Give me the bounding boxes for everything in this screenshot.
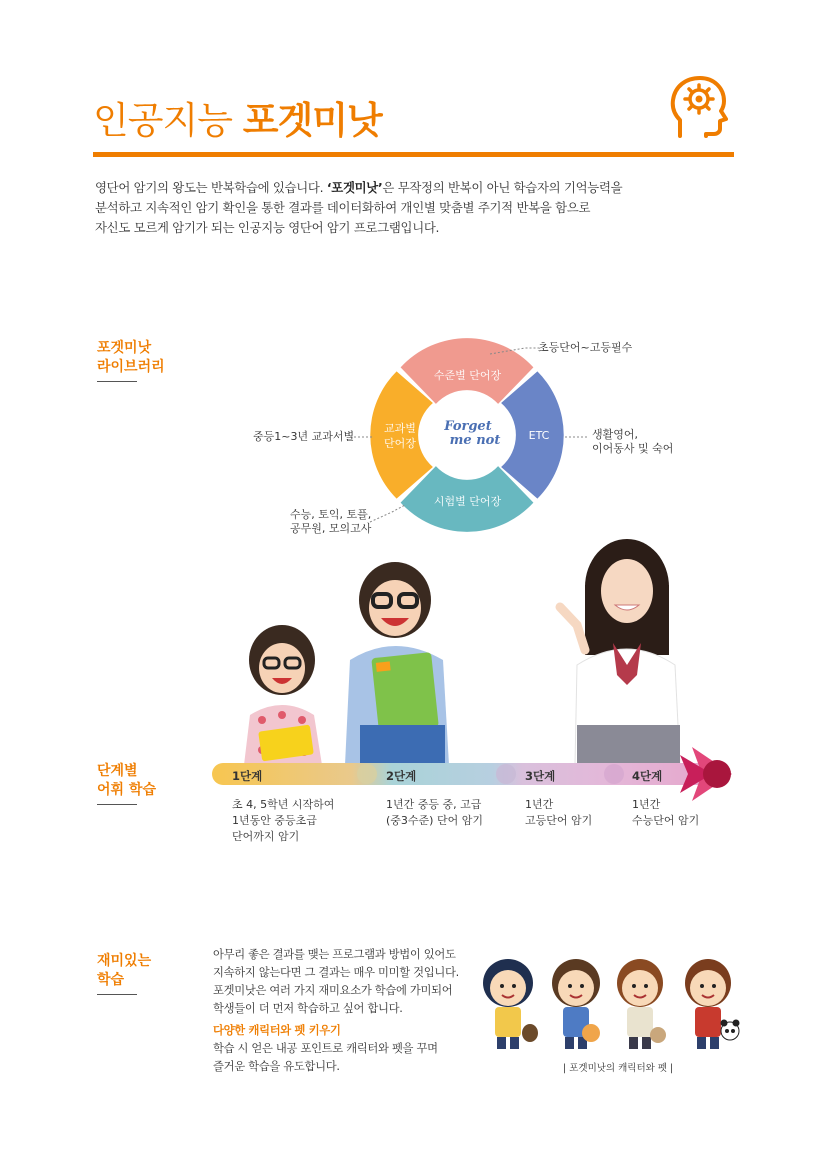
- steps-label-line-2: 어휘 학습: [97, 782, 156, 798]
- fun-paragraph: [213, 946, 513, 1076]
- title-divider: [93, 152, 734, 157]
- note-right-line-2: 이어동사 및 숙어: [592, 442, 674, 455]
- step-3-title: 3단계: [525, 769, 556, 783]
- segment-left-line-1: 교과별: [384, 422, 416, 435]
- library-label-line-1: 포겟미낫: [97, 340, 152, 356]
- note-bottom-line-2: 공무원, 모의고사: [290, 522, 372, 535]
- title-light: 인공지능: [93, 99, 232, 142]
- student-highschool-photo: [555, 525, 695, 765]
- intro-brand: ‘포겟미낫’: [326, 180, 383, 195]
- note-left: 중등1~3년 교과서별: [253, 430, 355, 443]
- character-1: [483, 959, 538, 1049]
- segment-top-label: 수준별 단어장: [433, 369, 502, 382]
- steps-label-line-1: 단계별: [97, 763, 138, 779]
- steps-label-underline: [97, 804, 137, 805]
- fun-line-3: 포겟미낫은 여러 가지 재미요소가 학습에 가미되어: [213, 984, 453, 997]
- fun-section-label: [97, 952, 151, 990]
- steps-section-label: [97, 762, 156, 800]
- step-2-desc: [386, 797, 483, 829]
- segment-bottom-label: 시험별 단어장: [433, 495, 502, 508]
- note-bottom-line-1: 수능, 토익, 토플,: [290, 508, 372, 521]
- fun-subtitle: 다양한 캐릭터와 펫 키우기: [213, 1024, 341, 1037]
- intro-line-3: 자신도 모르게 암기가 되는 인공지능 영단어 암기 프로그램입니다.: [95, 220, 440, 235]
- fun-line-4: 학생들이 더 먼저 학습하고 싶어 합니다.: [213, 1002, 403, 1015]
- character-2: [552, 959, 600, 1049]
- step-1-desc-line-2: 1년동안 중등초급: [232, 814, 317, 827]
- characters-and-pets-illustration: [478, 955, 748, 1050]
- step-4-desc-line-2: 수능단어 암기: [632, 814, 700, 827]
- step-1-desc: [232, 797, 334, 845]
- step-3-desc-line-1: 1년간: [525, 798, 554, 811]
- step-4-title: 4단계: [632, 769, 663, 783]
- step-3-desc: [525, 797, 592, 829]
- characters-caption: | 포겟미낫의 캐릭터와 펫 |: [563, 1063, 674, 1074]
- step-1-title: 1단계: [232, 769, 263, 783]
- step-2-desc-line-2: (중3수준) 단어 암기: [386, 814, 483, 827]
- fun-line-1: 아무리 좋은 결과를 맺는 프로그램과 방법이 있어도: [213, 948, 456, 961]
- library-section-label: [97, 339, 165, 377]
- library-label-line-2: 라이브러리: [97, 359, 165, 375]
- page-title: [93, 90, 382, 144]
- fun-line-2: 지속하지 않는다면 그 결과는 매우 미미할 것입니다.: [213, 966, 459, 979]
- step-4-desc-line-1: 1년간: [632, 798, 661, 811]
- head-gear-icon: [670, 74, 728, 140]
- intro-line-2: 분석하고 지속적인 암기 확인을 통한 결과를 데이터화하여 개인별 맞춤별 주기적 반복을 함으로: [95, 200, 591, 215]
- note-bottom: [290, 508, 370, 536]
- note-top: 초등단어~고등필수: [538, 341, 633, 354]
- fun-label-line-1: 재미있는: [97, 953, 152, 969]
- logo-line-1: Forget: [444, 419, 492, 434]
- student-girl-tall-photo: [335, 560, 470, 765]
- step-2-title: 2단계: [386, 769, 417, 783]
- segment-left-line-2: 단어장: [384, 437, 416, 450]
- intro-line-1: 영단어 암기의 왕도는 반복학습에 있습니다.: [95, 180, 327, 195]
- character-3: [617, 959, 666, 1049]
- segment-right-label: ETC: [528, 429, 550, 442]
- fun-line-5: 학습 시 얻은 내공 포인트로 캐릭터와 펫을 꾸며: [213, 1042, 438, 1055]
- logo-line-2: me not: [449, 433, 501, 448]
- step-1-desc-line-3: 단어까지 암기: [232, 830, 300, 843]
- step-4-desc: [632, 797, 699, 829]
- character-4: [685, 959, 740, 1049]
- step-3-desc-line-2: 고등단어 암기: [525, 814, 593, 827]
- note-right: [592, 428, 673, 456]
- title-bold: 포겟미낫: [242, 99, 382, 142]
- step-1-desc-line-1: 초 4, 5학년 시작하여: [232, 798, 335, 811]
- fun-label-line-2: 학습: [97, 972, 125, 988]
- student-girl-small-photo: [232, 620, 337, 765]
- note-right-line-1: 생활영어,: [592, 428, 639, 441]
- fun-label-underline: [97, 994, 137, 995]
- intro-paragraph: [95, 178, 715, 238]
- intro-line-1-end: 은 무작정의 반복이 아닌 학습자의 기억능력을: [382, 180, 623, 195]
- fun-line-6: 즐거운 학습을 유도합니다.: [213, 1060, 340, 1073]
- step-2-desc-line-1: 1년간 중등 중, 고급: [386, 798, 482, 811]
- library-label-underline: [97, 381, 137, 382]
